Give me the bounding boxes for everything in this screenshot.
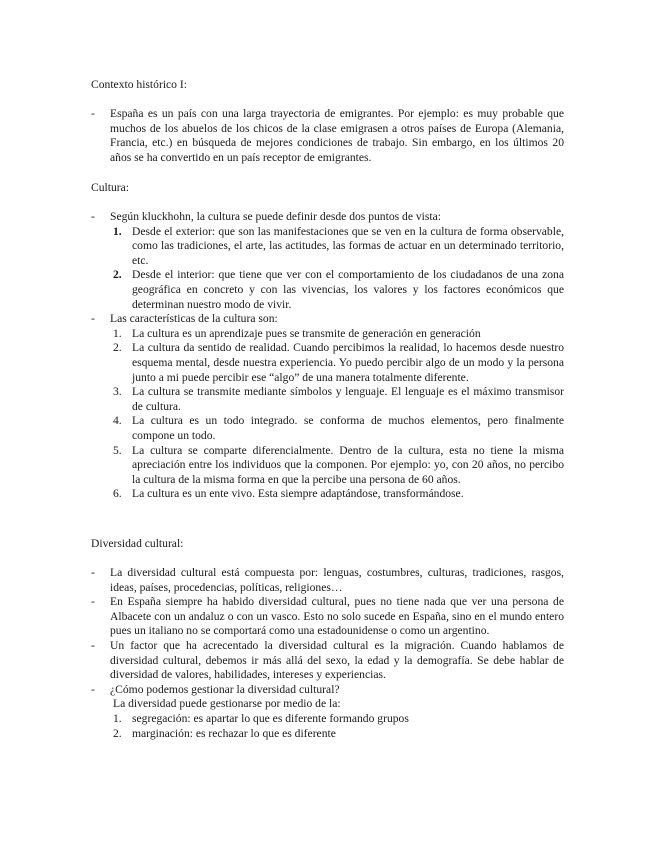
bullet-mark: - <box>91 210 95 223</box>
bullet-mark: - <box>91 566 95 579</box>
section-heading-cultura: Cultura: <box>91 181 129 194</box>
list-item <box>91 107 564 165</box>
item-number: 4. <box>113 414 122 428</box>
contexto-block <box>91 107 564 165</box>
list-item <box>91 312 564 327</box>
paragraph-text: En España siempre ha habido diversidad cultural, pues no tiene nada que ver una persona de Albacete con un andaluz o con un vasco. Esto no solo sucede en España, sino en el mundo entero pues un italiano no se comportará como una estadounidense o como un argentino. <box>110 595 564 638</box>
numbered-item <box>91 385 564 414</box>
item-text: La cultura da sentido de realidad. Cuando percibimos la realidad, lo hacemos desde nuestro esquema mental, desde nuestra experiencia. Yo puedo percibir algo de un modo y la persona junto a mi puede percibir ese “algo” de una manera totalmente diferente. <box>132 341 564 384</box>
list-item <box>91 639 564 683</box>
list-item <box>91 566 564 595</box>
item-number: 3. <box>113 385 122 399</box>
item-text: La cultura es un todo integrado. se conforma de muchos elementos, pero finalmente compone un todo. <box>132 414 564 442</box>
item-number: 6. <box>113 487 122 501</box>
paragraph-text: España es un país con una larga trayectoria de emigrantes. Por ejemplo: es muy probable que muchos de los abuelos de los chicos de la clase emigrasen a otros países de Europa (Alemania, Francia, etc.) en búsqueda de mejores condiciones de trabajo. Sin embargo, en los últimos 20 años se ha convertido en un país receptor de emigrantes. <box>110 107 564 164</box>
paragraph-text: ¿Cómo podemos gestionar la diversidad cultural? <box>110 682 340 696</box>
paragraph-text: La diversidad cultural está compuesta por: lenguas, costumbres, culturas, tradiciones, rasgos, ideas, países, procedencias, políticas, religiones… <box>110 566 564 594</box>
numbered-item <box>91 341 564 385</box>
bullet-mark: - <box>91 638 95 652</box>
bullet-mark: - <box>91 682 95 696</box>
item-text: La cultura es un ente vivo. Esta siempre adaptándose, transformándose. <box>132 487 464 501</box>
numbered-item <box>91 487 564 502</box>
numbered-item <box>91 225 564 269</box>
item-text: marginación: es rechazar lo que es diferente <box>132 726 336 740</box>
item-number: 2. <box>113 341 122 355</box>
section-heading-diversidad: Diversidad cultural: <box>91 537 184 550</box>
item-number: 1. <box>113 711 122 725</box>
section-heading-contexto: Contexto histórico I: <box>91 78 187 91</box>
list-item <box>91 683 564 698</box>
item-number: 1. <box>113 224 122 238</box>
bullet-mark: - <box>91 312 95 326</box>
intro-text: La diversidad puede gestionarse por medio de la: <box>113 697 341 711</box>
diversidad-block <box>91 566 564 741</box>
item-text: La cultura se comparte diferencialmente. Dentro de la cultura, esta no tiene la misma apreciación entre los individuos que la componen. Por ejemplo: yo, con 20 años, no percibo la cultura de la misma forma en que la percibe una persona de 60 años. <box>132 443 564 486</box>
item-text: Desde el interior: que tiene que ver con el comportamiento de los ciudadanos de una zona geográfica en concreto y con las vivencias, los valores y los factores económicos que determinan nuestro modo de vivir. <box>132 268 564 311</box>
item-number: 2. <box>113 726 122 740</box>
paragraph-text: Según kluckhohn, la cultura se puede definir desde dos puntos de vista: <box>110 210 441 223</box>
numbered-item <box>91 268 564 312</box>
paragraph-text: Las características de la cultura son: <box>110 312 278 326</box>
list-item <box>91 595 564 639</box>
bullet-mark: - <box>91 595 95 609</box>
list-item <box>91 210 564 225</box>
item-text: segregación: es apartar lo que es diferente formando grupos <box>132 711 409 725</box>
numbered-item <box>91 712 564 727</box>
bullet-mark: - <box>91 107 95 120</box>
numbered-item <box>91 327 564 342</box>
paragraph-text: Un factor que ha acrecentado la diversidad cultural es la migración. Cuando hablamos de diversidad cultural, debemos ir más allá del sexo, la edad y la demografía. Se debe hablar de diversidad de valores, habilidades, intereses y experiencias. <box>110 638 564 682</box>
cultura-block <box>91 210 564 502</box>
item-number: 5. <box>113 443 122 457</box>
item-number: 2. <box>113 268 122 282</box>
numbered-item <box>91 414 564 443</box>
numbered-item <box>91 444 564 488</box>
item-number: 1. <box>113 326 122 340</box>
item-text: La cultura se transmite mediante símbolos y lenguaje. El lenguaje es el máximo transmisor de cultura. <box>132 385 564 413</box>
item-text: La cultura es un aprendizaje pues se transmite de generación en generación <box>132 326 481 340</box>
numbered-item <box>91 727 564 742</box>
item-text: Desde el exterior: que son las manifestaciones que se ven en la cultura de forma observable, como las tradiciones, el arte, las actitudes, las formas de actuar en un determinado territorio, etc. <box>132 224 564 267</box>
